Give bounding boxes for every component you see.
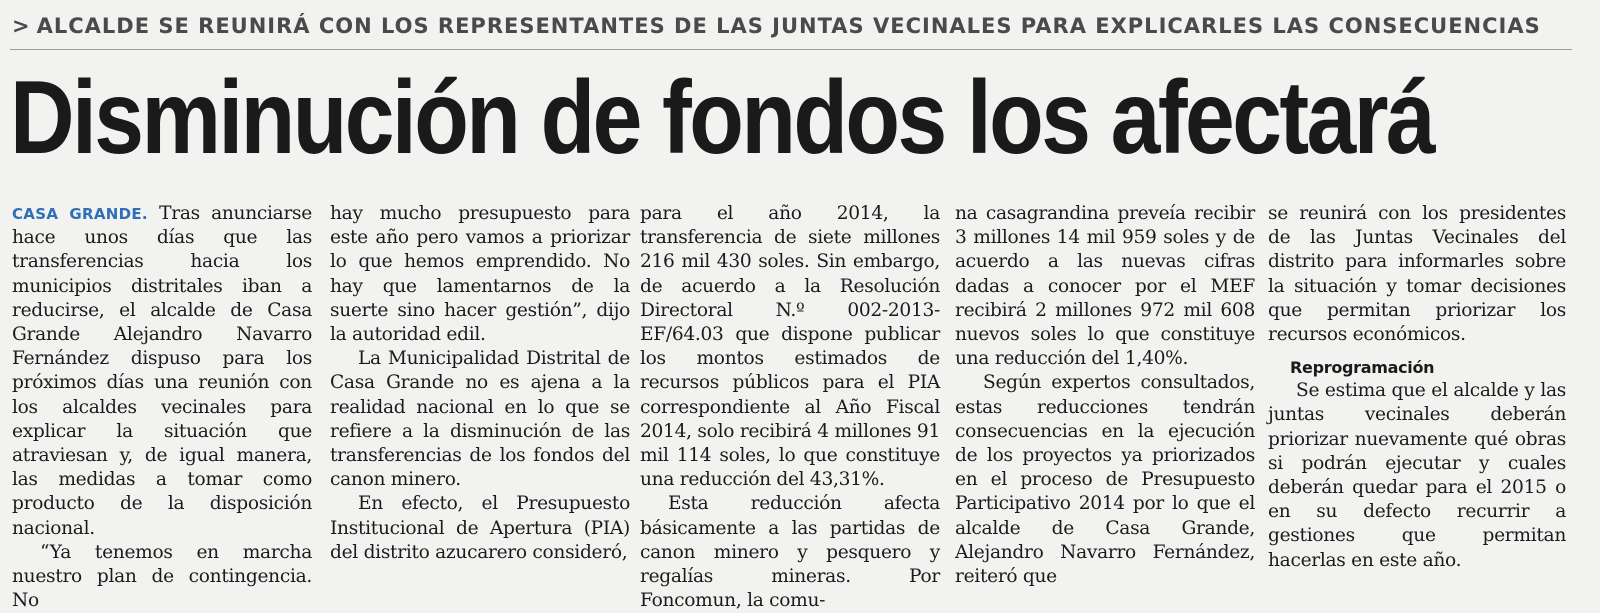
paragraph: “Ya tenemos en marcha nuestro plan de contingencia. No: [12, 541, 312, 612]
paragraph: se reunirá con los presidentes de las Juntas Vecinales del distrito para informarles sobre la situación y tomar decisiones que permitan priorizar los recursos económicos.: [1268, 203, 1566, 346]
subheading: Reprogramación: [1290, 358, 1435, 378]
paragraph: Se estima que el alcalde y las juntas vecinales deberán priorizar nuevamente qué obras si podrán ejecutar y cuales deberán quedar para el 2015 o en su defecto recurrir a gestiones que permitan hacerlas en este año.: [1268, 380, 1566, 571]
kicker: [12, 14, 1572, 38]
column-1: [12, 202, 312, 612]
paragraph: Según expertos consultados, estas reducciones tendrán consecuencias en la ejecución de los proyectos ya priorizados en el proceso de Presupuesto Participativo 2014 por lo que el alcalde de Casa Grande, Alejandro Navarro Fernández, reiteró que: [955, 372, 1255, 588]
paragraph-text: Tras anunciarse hace unos días que las transferencias hacia los municipios distritales iban a reducirse, el alcalde de Casa Grande Alejandro Navarro Fernández dispuso para los próximos días una reunión con los alcaldes vecinales para explicar la situación que atraviesan y, de igual manera, las medidas a tomar como producto de la disposición nacional.: [12, 203, 312, 539]
paragraph: En efecto, el Presupuesto Institucional de Apertura (PIA) del distrito azucarero consideró,: [330, 493, 630, 563]
paragraph: hay mucho presupuesto para este año pero vamos a priorizar lo que hemos emprendido. No hay que lamentarnos de la suerte sino hacer gestión”, dijo la autoridad edil.: [330, 203, 630, 346]
paragraph: [12, 202, 312, 541]
paragraph: na casagrandina preveía recibir 3 millones 14 mil 959 soles y de acuerdo a las nuevas cifras dadas a conocer por el MEF recibirá 2 millones 972 mil 608 nuevos soles lo que constituye una reducción del 1,40%.: [955, 203, 1255, 370]
dateline: CASA GRANDE.: [12, 205, 148, 223]
paragraph: para el año 2014, la transferencia de siete millones 216 mil 430 soles. Sin embargo, de acuerdo a la Resolución Directoral N.º 002-2013-EF/64.03 que dispone publicar los montos estimados de recursos públicos para el PIA correspondiente al Año Fiscal 2014, solo recibirá 4 millones 91 mil 114 soles, lo que constituye una reducción del 43,31%.: [640, 203, 940, 491]
column-5: [1268, 202, 1566, 597]
divider-rule: [10, 49, 1572, 50]
paragraph: La Municipalidad Distrital de Casa Grande no es ajena a la realidad nacional en lo que se refiere a la disminución de las transferencias de los fondos del canon minero.: [330, 348, 630, 491]
article-body: [12, 202, 1592, 612]
column-4: [955, 202, 1255, 597]
column-2: [330, 202, 630, 597]
kicker-arrow: >: [12, 14, 31, 38]
column-3: [640, 202, 940, 612]
kicker-text: ALCALDE SE REUNIRÁ CON LOS REPRESENTANTES DE LAS JUNTAS VECINALES PARA EXPLICARLES LAS CONSECUENCIAS: [36, 14, 1541, 38]
paragraph: Esta reducción afecta básicamente a las partidas de canon minero y pesquero y regalías mineras. Por Foncomun, la comu-: [640, 493, 940, 612]
headline: Disminución de fondos los afectará: [10, 60, 1434, 176]
